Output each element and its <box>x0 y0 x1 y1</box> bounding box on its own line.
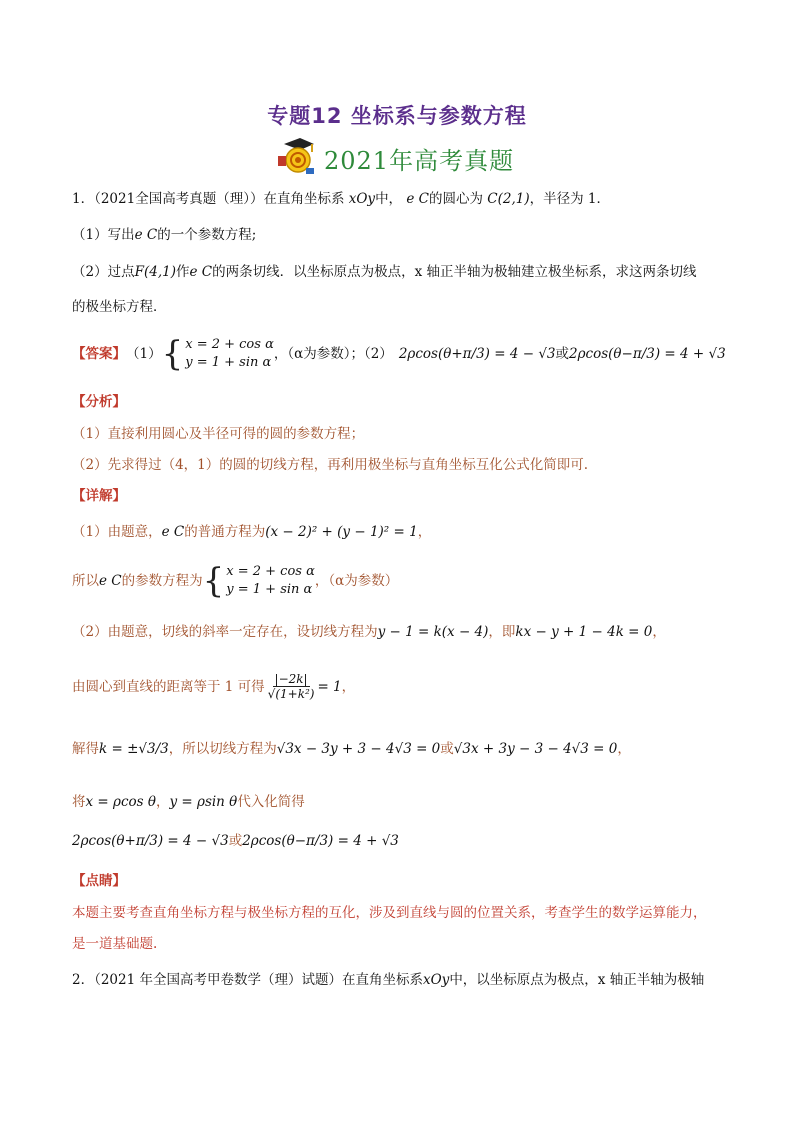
page-subtitle: 2021年高考真题 <box>324 146 515 175</box>
distance-fraction: $\frac{|-2k|}{\text{√(1+k²)}}$ <box>267 672 315 701</box>
comment-tag: 【点睛】 <box>72 873 126 889</box>
detail-tag: 【详解】 <box>72 488 126 504</box>
analysis-2: （2）先求得过（4，1）的圆的切线方程，再利用极坐标与直角坐标互化公式化简即可. <box>72 457 589 473</box>
answer-line: 【答案】 （1） { x = 2 + cos α y = 1 + sin α ，（α为参数）；（2） 2ρcos(θ+π/3) = 4 − √3 或 2ρcos(θ−π/3) = 4 + √3 <box>72 334 726 374</box>
q2-stem: 2．（2021 年全国高考甲卷数学（理）试题）在直角坐标系xOy中，以坐标原点为极点，x 轴正半轴为极轴 <box>72 972 705 988</box>
detail-3: （2）由题意，切线的斜率一定存在，设切线方程为y − 1 = k(x − 4)，即kx − y + 1 − 4k = 0， <box>72 624 666 640</box>
detail-7: 2ρcos(θ+π/3) = 4 − √3或2ρcos(θ−π/3) = 4 + √3 <box>72 833 399 849</box>
subtitle-row <box>276 136 514 180</box>
analysis-tag: 【分析】 <box>72 394 126 410</box>
q1-stem: 1．（2021全国高考真题（理））在直角坐标系 xOy中， e C的圆心为 C(2,1)，半径为 1． <box>72 191 611 207</box>
q1-part2-cont: 的极坐标方程． <box>72 299 167 315</box>
analysis-1: （1）直接利用圆心及半径可得的圆的参数方程； <box>72 426 365 442</box>
answer-tag: 【答案】 <box>72 346 126 362</box>
comment-1: 本题主要考查直角坐标方程与极坐标方程的互化，涉及到直线与圆的位置关系，考查学生的数学运算能力， <box>72 905 707 921</box>
detail-6: 将x = ρcos θ，y = ρsin θ代入化简得 <box>72 794 305 810</box>
detail-5: 解得k = ±√3/3，所以切线方程为√3x − 3y + 3 − 4√3 = 0或√3x + 3y − 3 − 4√3 = 0， <box>72 741 631 757</box>
page-title: 专题12 坐标系与参数方程 <box>267 104 527 128</box>
param-system: { x = 2 + cos α y = 1 + sin α <box>161 334 274 374</box>
comment-2: 是一道基础题. <box>72 936 158 952</box>
q1-part2: （2）过点F(4,1)作e C的两条切线．以坐标原点为极点，x 轴正半轴为极轴建立极坐标系，求这两条切线 <box>72 264 697 280</box>
mascot-icon <box>276 136 316 180</box>
detail-4: 由圆心到直线的距离等于 1 可得 $\frac{|-2k|}{\text{√(1+k²)}}$ = 1 ， <box>72 672 356 701</box>
q1-part1: （1）写出e C的一个参数方程; <box>72 227 257 243</box>
param-system-2: { x = 2 + cos α y = 1 + sin α <box>202 561 315 601</box>
detail-1: （1）由题意，e C的普通方程为(x − 2)² + (y − 1)² = 1， <box>72 524 432 540</box>
detail-2: 所以 e C 的参数方程为 { x = 2 + cos α y = 1 + sin α ，（α为参数） <box>72 561 399 601</box>
